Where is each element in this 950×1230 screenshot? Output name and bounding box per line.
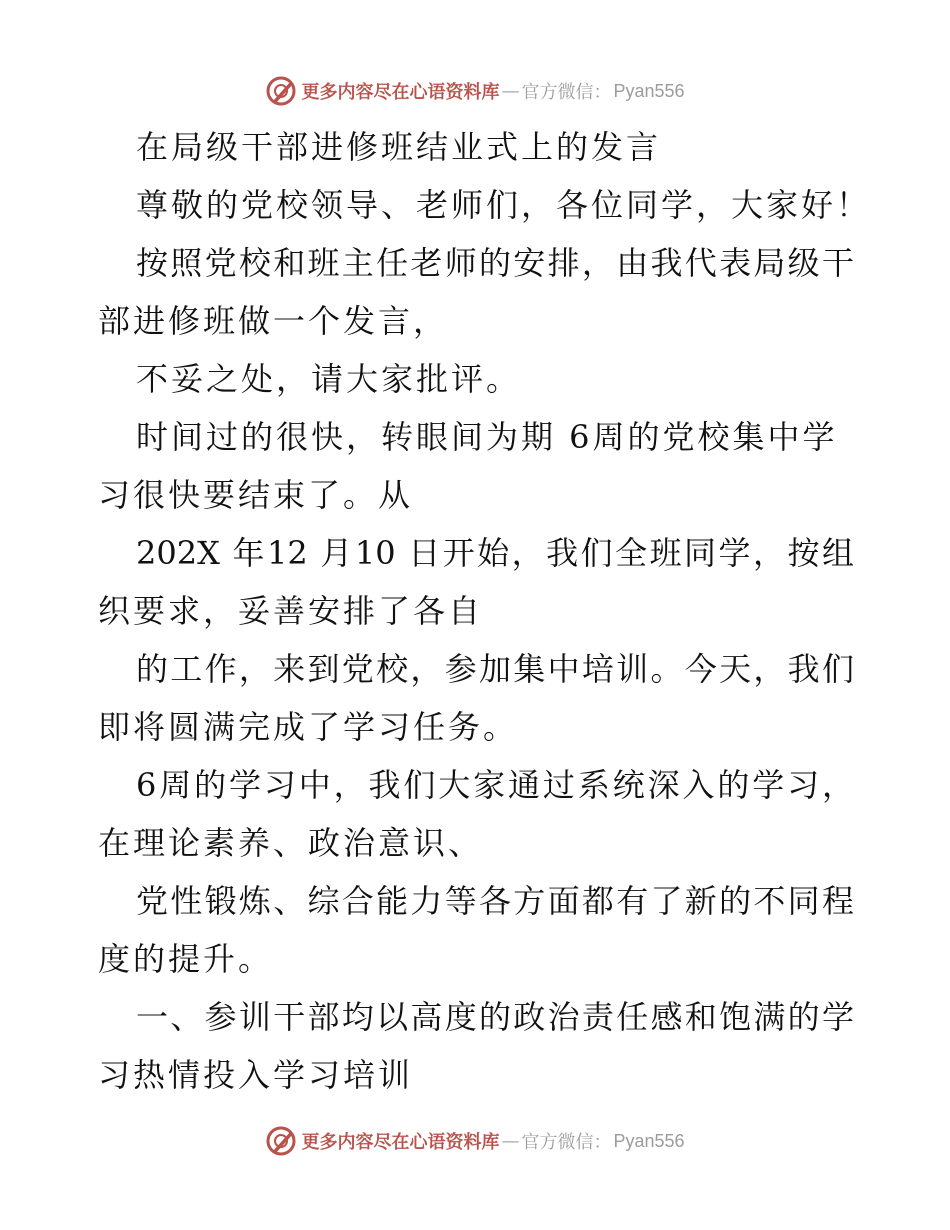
watermark-text: 更多内容尽在心语资料库 <box>301 82 500 103</box>
paragraph-line: 即将圆满完成了学习任务。 <box>98 708 519 746</box>
paragraph-line: 按照党校和班主任老师的安排，由我代表局级干 <box>136 244 854 282</box>
paragraph-line: 在理论素养、政治意识、 <box>98 824 484 862</box>
logo-icon <box>265 75 297 107</box>
paragraph-line: 202X 年12 月10 日开始，我们全班同学，按组 <box>136 534 854 572</box>
salutation: 尊敬的党校领导、老师们，各位同学，大家好！ <box>136 186 872 224</box>
document-title: 在局级干部进修班结业式上的发言 <box>136 128 662 166</box>
watermark-label: 官方微信： <box>521 1132 612 1153</box>
paragraph-line: 党性锻炼、综合能力等各方面都有了新的不同程 <box>136 882 854 920</box>
logo-icon <box>265 1125 297 1157</box>
paragraph-line: 不妥之处，请大家批评。 <box>136 360 522 398</box>
paragraph-line: 时间过的很快，转眼间为期 6周的党校集中学 <box>136 418 838 456</box>
paragraph-line: 织要求，妥善安排了各自 <box>98 592 484 630</box>
watermark-label: 官方微信： <box>521 82 612 103</box>
header-watermark <box>0 71 950 111</box>
section-heading-continued: 习热情投入学习培训 <box>98 1056 414 1094</box>
section-heading: 一、参训干部均以高度的政治责任感和饱满的学 <box>136 998 854 1036</box>
paragraph-line: 部进修班做一个发言， <box>98 302 449 340</box>
watermark-wechat-id: Pyan556 <box>613 80 685 101</box>
watermark-separator: — <box>501 1130 520 1152</box>
paragraph-line: 习很快要结束了。从 <box>98 476 414 514</box>
watermark-text: 更多内容尽在心语资料库 <box>301 1132 500 1153</box>
paragraph-line: 6周的学习中，我们大家通过系统深入的学习， <box>136 766 854 804</box>
document-body <box>98 118 872 1104</box>
paragraph-line: 的工作，来到党校，参加集中培训。今天，我们 <box>136 650 854 688</box>
paragraph-line: 度的提升。 <box>98 940 274 978</box>
watermark-wechat-id: Pyan556 <box>613 1130 685 1151</box>
watermark-separator: — <box>501 80 520 102</box>
footer-watermark <box>0 1121 950 1161</box>
